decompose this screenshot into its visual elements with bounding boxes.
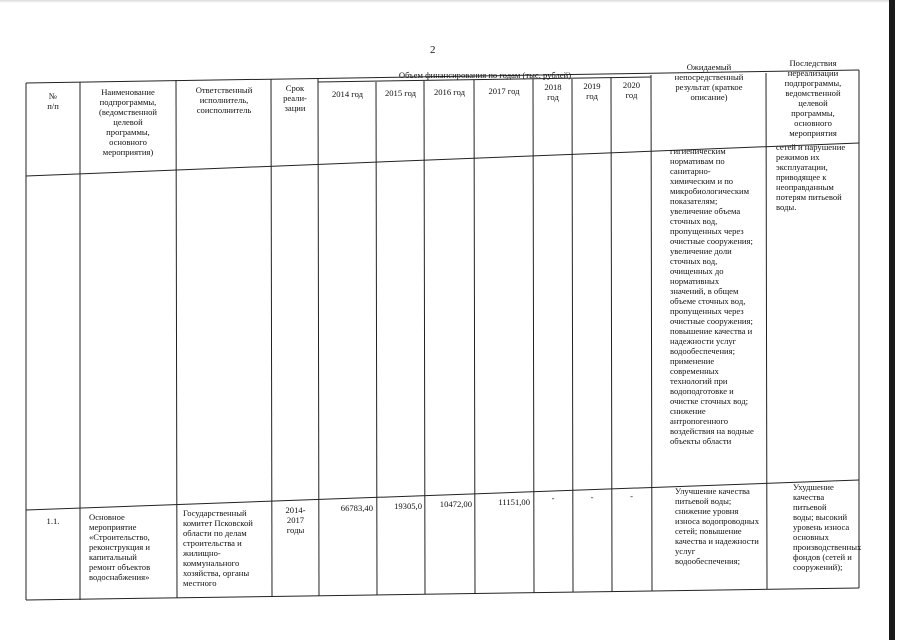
row-executor: Государственный комитет Псковской области по делам строительства и жилищно- коммунального хозяйства, органы местного — [183, 508, 253, 588]
header-year-2018: 2018 год — [544, 82, 562, 102]
row-value-2016: 10472,00 — [439, 499, 472, 509]
header-expected-result: Ожидаемый непосредственный результат (краткое описание) — [674, 62, 744, 102]
row-term: 2014- 2017 годы — [285, 505, 306, 535]
row-number: 1.1. — [46, 516, 60, 526]
header-year-2017: 2017 год — [488, 86, 520, 96]
scan-edge-right — [889, 0, 895, 640]
header-executor: Ответственный исполнитель, соисполнитель — [195, 85, 253, 115]
row-value-2017: 11151,00 — [498, 497, 530, 507]
continuation-consequences: сетей и нарушение режимов их эксплуатации, приводящее к неоправданным потерям питьевой воды. — [776, 142, 846, 212]
row-value-2020: - — [630, 491, 633, 501]
header-year-2020: 2020 год — [622, 80, 641, 100]
header-year-2016: 2016 год — [433, 87, 466, 97]
row-value-2014: 66783,40 — [340, 503, 373, 513]
row-expected-result: Улучшение качества питьевой воды; снижение уровня износа водопроводных сетей; повышение качества и надежности услуг водообеспечения; — [675, 486, 759, 566]
header-year-2015: 2015 год — [384, 88, 417, 98]
header-funding: Объем финансирования по годам (тыс. рублей) — [398, 70, 572, 80]
row-value-2019: - — [590, 492, 594, 502]
row-value-2018: - — [551, 493, 555, 503]
row-consequences: Ухудшение качества питьевой воды; высокий уровень износа основных производственных фондов (сетей и сооружений); — [793, 482, 862, 572]
scan-shadow-top — [0, 0, 889, 3]
header-number: № п/п — [47, 91, 59, 111]
page-number: 2 — [430, 44, 436, 56]
row-value-2015: 19305,0 — [394, 501, 422, 511]
header-consequences: Последствия нереализации подпрограммы, ведомственной целевой программы, основного мероприятия — [784, 58, 842, 138]
header-name: Наименование подпрограммы, (ведомственной целевой программы, основного мероприятия) — [99, 87, 157, 157]
continuation-expected-result: гигиеническим нормативам по санитарно- химическим и по микробиологическим показателям; увеличение объема сточных вод, пропущенных через очистные сооружения; увеличение доли сточных вод, очищенных до нормативных значений, в общем объеме сточных вод, пропущенных через очистные сооружения; повышение качества и надежности услуг водообеспечения; применение современных технологий при водоподготовке и очистке сточных вод; снижение антропогенного воздействия на водные объекты области — [670, 146, 754, 446]
header-year-2014: 2014 год — [331, 89, 364, 99]
row-name: Основное мероприятие «Строительство, реконструкция и капитальный ремонт объектов водоснабжения» — [89, 512, 151, 582]
header-term: Срок реали- зации — [283, 83, 307, 113]
header-year-2019: 2019 год — [583, 81, 601, 101]
